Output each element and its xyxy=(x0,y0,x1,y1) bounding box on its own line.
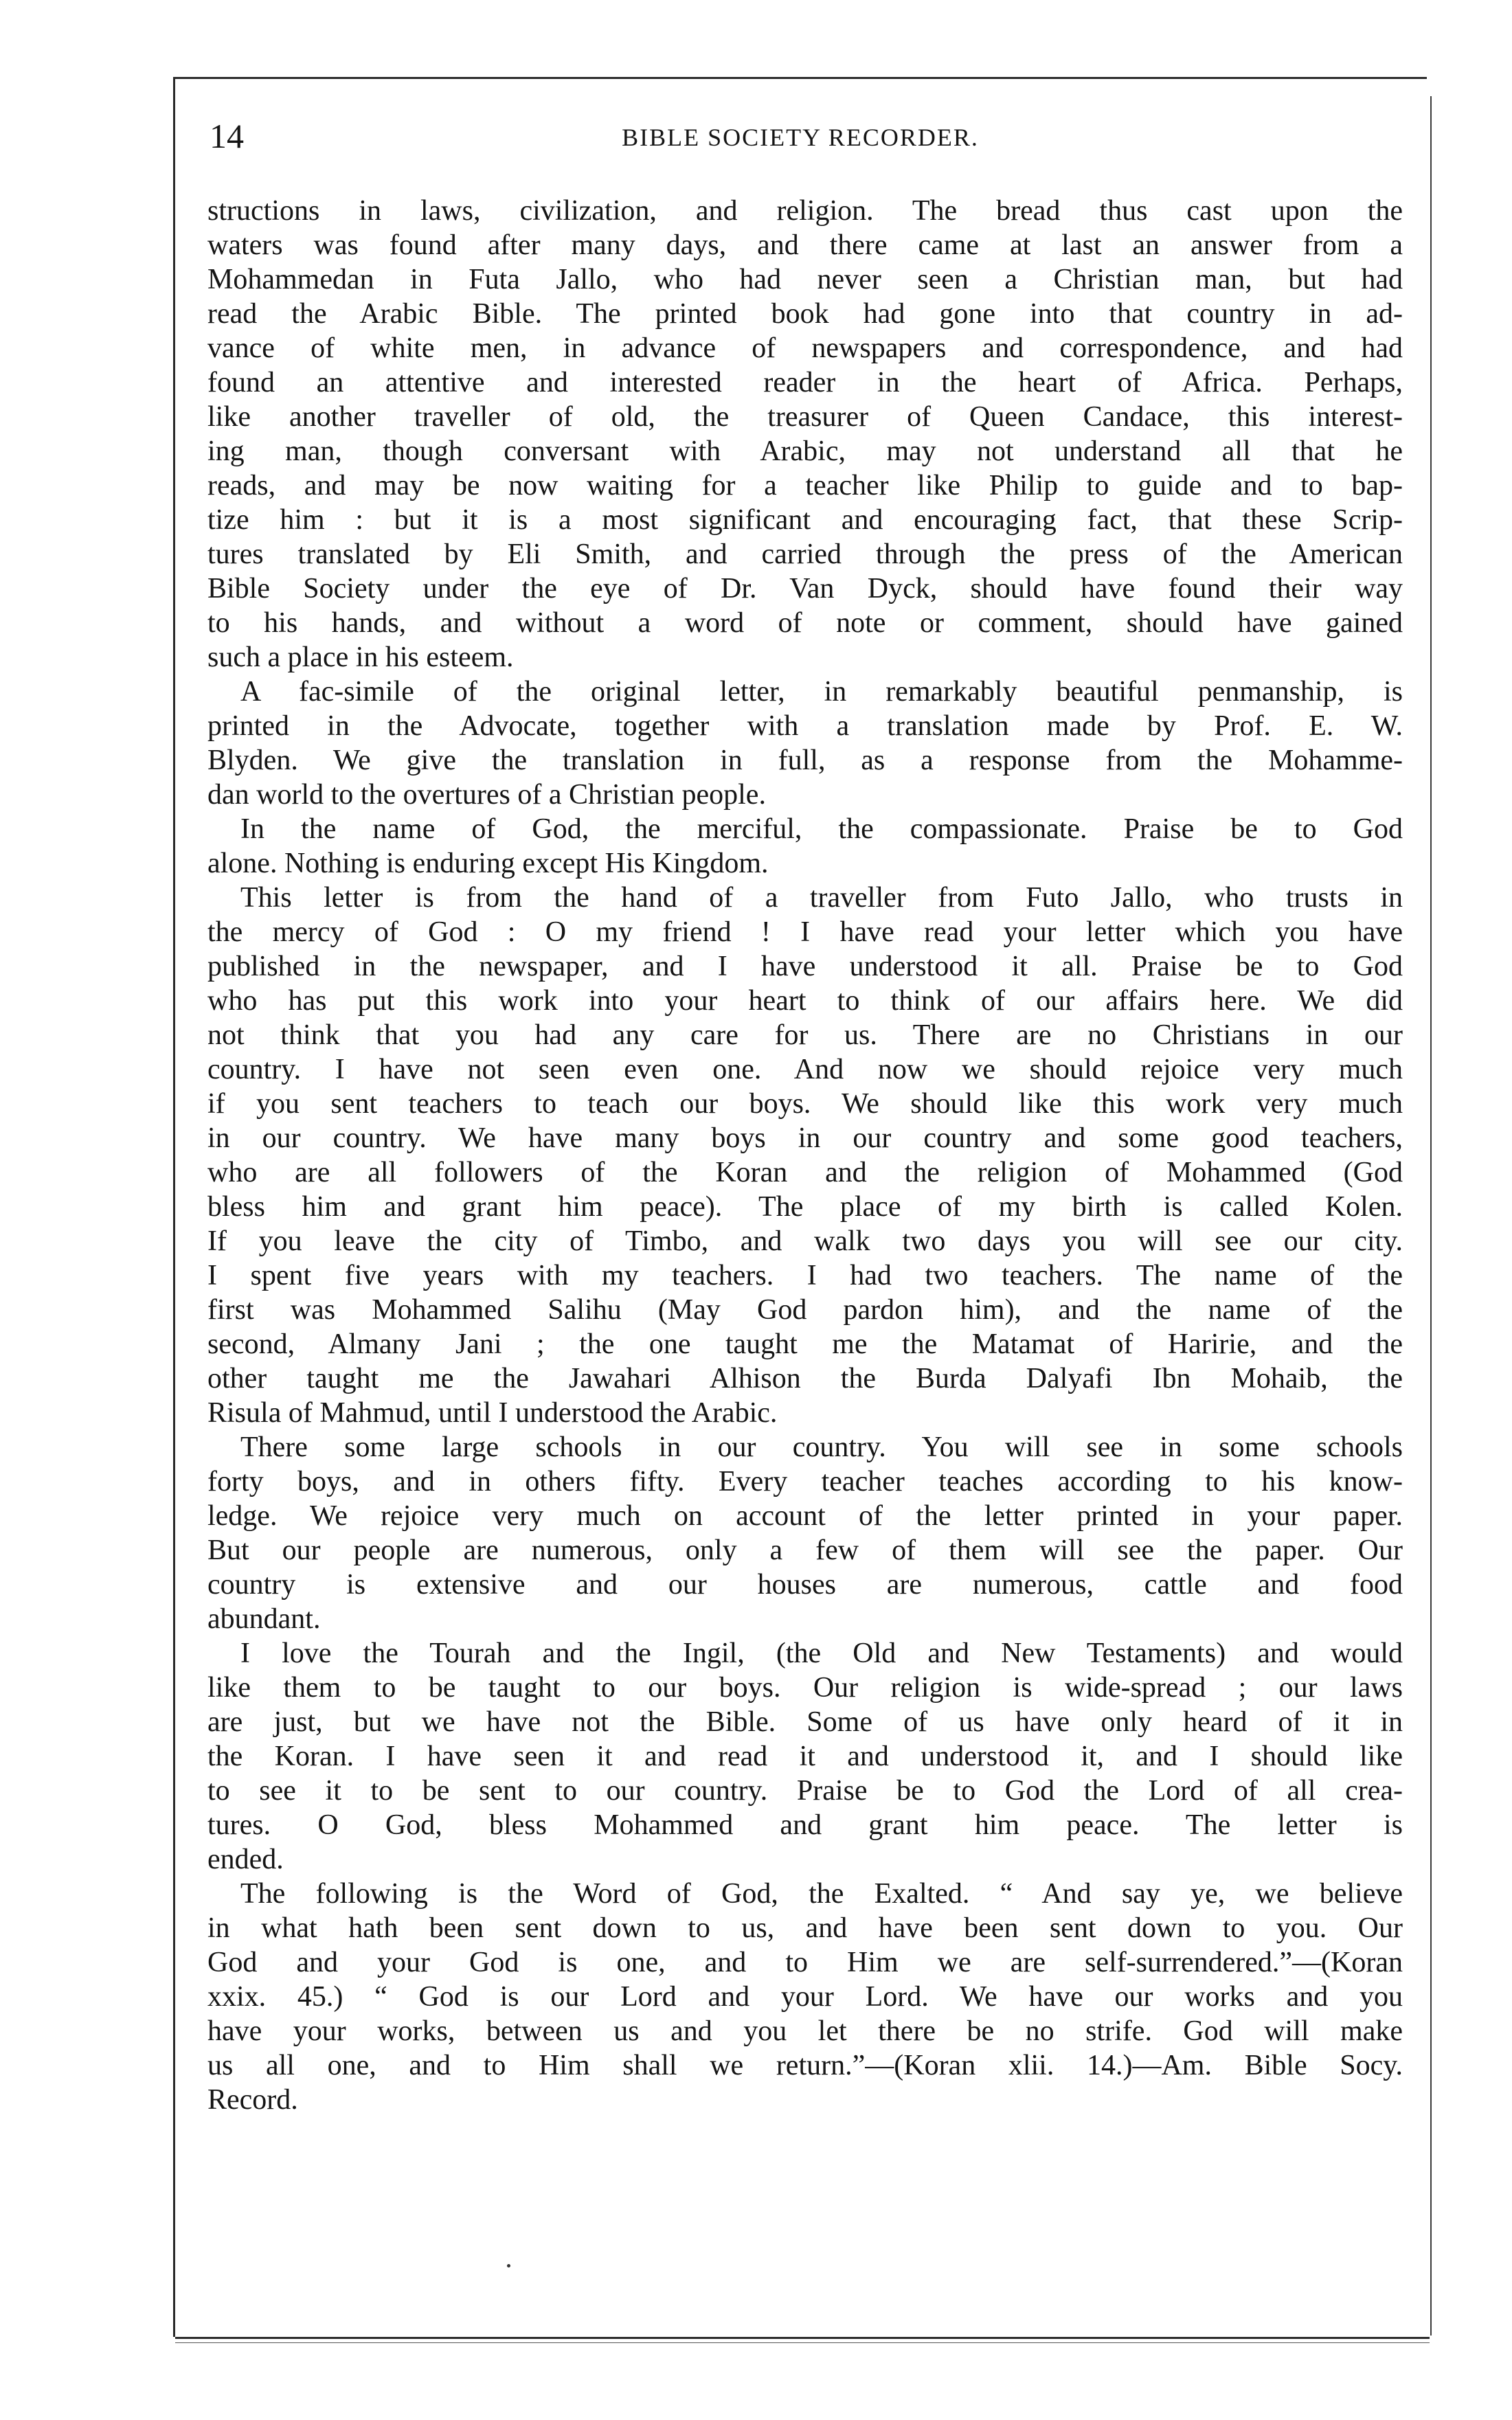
text-line: alone. Nothing is enduring except His Kingdom. xyxy=(207,848,769,879)
text-line: tures. O God, bless Mohammed and grant him peace. The letter is xyxy=(207,1809,1403,1841)
text-line: xxix. 45.) “ God is our Lord and your Lord. We have our works and you xyxy=(207,1981,1403,2013)
text-line: to his hands, and without a word of note or comment, should have gained xyxy=(207,607,1403,639)
text-line: other taught me the Jawahari Alhison the Burda Dalyafi Ibn Mohaib, the xyxy=(207,1363,1403,1394)
text-line: dan world to the overtures of a Christian people. xyxy=(207,779,766,811)
text-line: ledge. We rejoice very much on account of the letter printed in your paper. xyxy=(207,1500,1403,1532)
text-line: the mercy of God : O my friend ! I have read your letter which you have xyxy=(207,916,1403,948)
text-line: the Koran. I have seen it and read it and understood it, and I should like xyxy=(207,1741,1403,1772)
text-line: tize him : but it is a most significant and encouraging fact, that these Scrip- xyxy=(207,504,1403,536)
text-line: second, Almany Jani ; the one taught me the Matamat of Haririe, and the xyxy=(207,1328,1403,1360)
text-line: first was Mohammed Salihu (May God pardon him), and the name of the xyxy=(207,1294,1403,1326)
text-line: if you sent teachers to teach our boys. We should like this work very much xyxy=(207,1088,1403,1120)
text-line: God and your God is one, and to Him we are self-surrendered.”—(Koran xyxy=(207,1947,1403,1978)
text-line: printed in the Advocate, together with a translation made by Prof. E. W. xyxy=(207,710,1403,742)
page-number: 14 xyxy=(210,117,244,155)
text-line: ended. xyxy=(207,1844,284,1875)
ink-speck xyxy=(507,2264,510,2268)
text-line: in our country. We have many boys in our country and some good teachers, xyxy=(207,1122,1403,1154)
text-line: waters was found after many days, and there came at last an answer from a xyxy=(207,229,1403,261)
text-line: ing man, though conversant with Arabic, may not understand all that he xyxy=(207,436,1403,467)
text-line: forty boys, and in others fifty. Every teacher teaches according to his know- xyxy=(207,1466,1403,1497)
text-line: not think that you had any care for us. There are no Christians in our xyxy=(207,1019,1403,1051)
text-line: such a place in his esteem. xyxy=(207,642,514,673)
text-line: Risula of Mahmud, until I understood the Arabic. xyxy=(207,1397,778,1429)
text-line: bless him and grant him peace). The place of my birth is called Kolen. xyxy=(207,1191,1403,1223)
text-line: But our people are numerous, only a few of them will see the paper. Our xyxy=(207,1535,1403,1566)
body-text-column xyxy=(207,194,1403,2117)
text-line: In the name of God, the merciful, the compassionate. Praise be to God xyxy=(240,813,1403,845)
text-line: read the Arabic Bible. The printed book had gone into that country in ad- xyxy=(207,298,1403,330)
bottom-border-rule-thin xyxy=(175,2342,1430,2343)
running-title: BIBLE SOCIETY RECORDER. xyxy=(622,124,979,151)
right-border-rule xyxy=(1430,96,1432,2336)
text-line: are just, but we have not the Bible. Some of us have only heard of it in xyxy=(207,1706,1403,1738)
text-line: found an attentive and interested reader in the heart of Africa. Perhaps, xyxy=(207,367,1403,398)
bottom-border-rule xyxy=(175,2337,1430,2339)
text-line: reads, and may be now waiting for a teacher like Philip to guide and to bap- xyxy=(207,470,1403,501)
text-line: have your works, between us and you let there be no strife. God will make xyxy=(207,2015,1403,2047)
text-line: tures translated by Eli Smith, and carried through the press of the American xyxy=(207,539,1403,570)
text-line: like another traveller of old, the treasurer of Queen Candace, this interest- xyxy=(207,401,1403,433)
text-line: country is extensive and our houses are numerous, cattle and food xyxy=(207,1569,1403,1601)
text-line: The following is the Word of God, the Exalted. “ And say ye, we believe xyxy=(240,1878,1403,1910)
text-line: us all one, and to Him shall we return.”—(Koran xlii. 14.)—Am. Bible Socy. xyxy=(207,2050,1403,2081)
text-line: Mohammedan in Futa Jallo, who had never seen a Christian man, but had xyxy=(207,264,1403,295)
text-line: A fac-simile of the original letter, in remarkably beautiful penmanship, is xyxy=(240,676,1403,708)
text-line: Blyden. We give the translation in full, as a response from the Mohamme- xyxy=(207,745,1403,776)
text-line: who are all followers of the Koran and the religion of Mohammed (God xyxy=(207,1157,1403,1188)
text-line: who has put this work into your heart to think of our affairs here. We did xyxy=(207,985,1403,1017)
text-line: vance of white men, in advance of newspapers and correspondence, and had xyxy=(207,332,1403,364)
text-line: There some large schools in our country. You will see in some schools xyxy=(240,1432,1403,1463)
text-line: country. I have not seen even one. And now we should rejoice very much xyxy=(207,1054,1403,1085)
text-line: like them to be taught to our boys. Our religion is wide-spread ; our laws xyxy=(207,1672,1403,1704)
text-line: structions in laws, civilization, and religion. The bread thus cast upon the xyxy=(207,195,1403,227)
text-line: If you leave the city of Timbo, and walk two days you will see our city. xyxy=(207,1225,1403,1257)
text-line: I love the Tourah and the Ingil, (the Old and New Testaments) and would xyxy=(240,1638,1403,1669)
text-line: abundant. xyxy=(207,1603,321,1635)
top-border-rule xyxy=(175,77,1427,79)
text-line: to see it to be sent to our country. Praise be to God the Lord of all crea- xyxy=(207,1775,1403,1807)
left-border-rule xyxy=(173,77,175,2337)
text-line: I spent five years with my teachers. I had two teachers. The name of the xyxy=(207,1260,1403,1291)
running-head xyxy=(210,115,1391,157)
text-line: Bible Society under the eye of Dr. Van Dyck, should have found their way xyxy=(207,573,1403,604)
text-line: in what hath been sent down to us, and have been sent down to you. Our xyxy=(207,1912,1403,1944)
text-line: Record. xyxy=(207,2084,298,2116)
text-line: This letter is from the hand of a traveller from Futo Jallo, who trusts in xyxy=(240,882,1403,914)
text-line: published in the newspaper, and I have understood it all. Praise be to God xyxy=(207,951,1403,982)
